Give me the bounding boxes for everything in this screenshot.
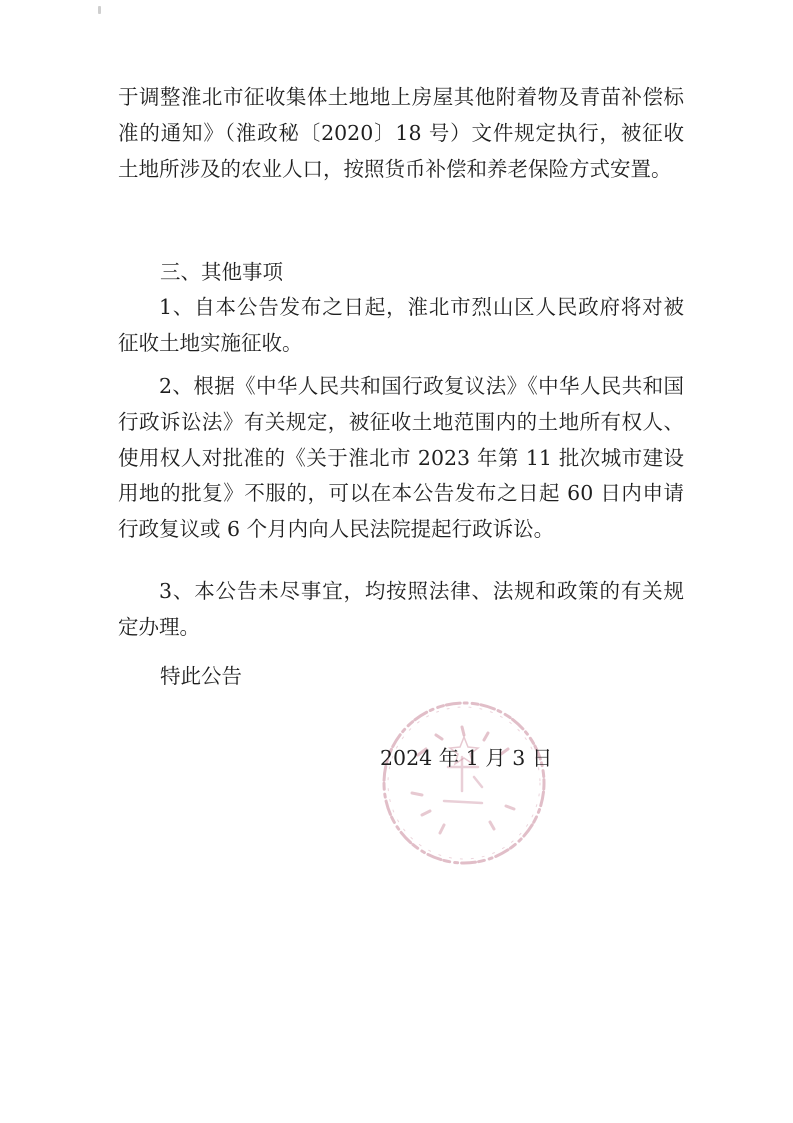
paragraph-item-3: 3、本公告未尽事宜，均按照法律、法规和政策的有关规定办理。 — [118, 579, 684, 639]
signature-date: 2024 年 1 月 3 日 — [380, 746, 553, 770]
closing-statement: 特此公告 — [160, 664, 242, 688]
paragraph-item-1: 1、自本公告发布之日起，淮北市烈山区人民政府将对被征收土地实施征收。 — [118, 295, 684, 355]
scan-speck — [98, 6, 101, 14]
section-heading: 三、其他事项 — [160, 260, 283, 284]
paragraph-item-2: 2、根据《中华人民共和国行政复议法》《中华人民共和国行政诉讼法》有关规定，被征收土地范围内的土地所有权人、使用权人对批准的《关于淮北市 2023 年第 11 批次城市建设用地的批复》不服的，可以在本公告发布之日起 60 日内申请行政复议或 6 个月内向人民法院提起行政诉讼。 — [118, 374, 684, 542]
paragraph-continuation: 于调整淮北市征收集体土地地上房屋其他附着物及青苗补偿标准的通知》（淮政秘〔2020〕18 号）文件规定执行，被征收土地所涉及的农业人口，按照货币补偿和养老保险方式安置。 — [118, 85, 684, 181]
official-seal-icon — [378, 697, 553, 869]
